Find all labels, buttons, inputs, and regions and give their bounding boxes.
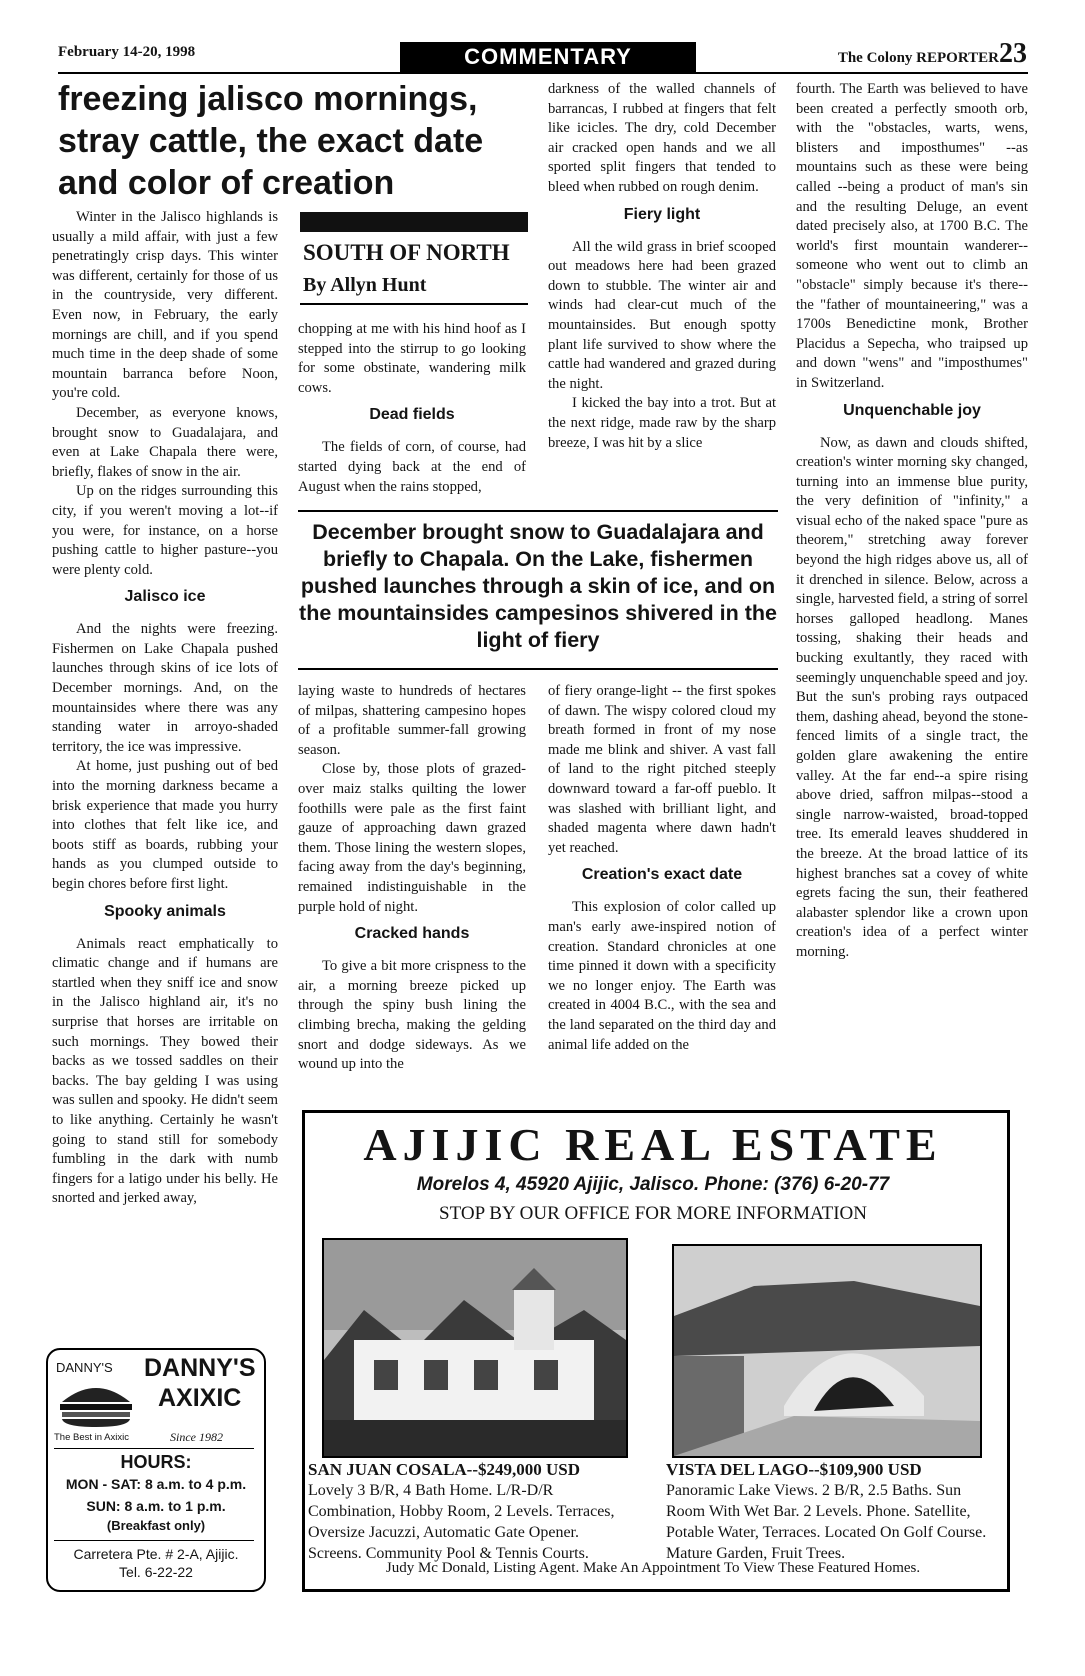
- dannys-town: AXIXIC: [158, 1384, 242, 1412]
- paragraph: And the nights were freezing. Fishermen on Lake Chapala pushed launches through skins of ice lots of December mornings. And, on the mountainsides where there was any standing water in arroyo-shaded territory, the ice was impressive.: [52, 621, 278, 755]
- pull-quote: December brought snow to Guadalajara and briefly to Chapala. On the Lake, fishermen pushed launches through a skin of ice, and on the mountainsides campesinos shivered in the light of fiery: [299, 520, 777, 652]
- ad-address: Morelos 4, 45920 Ajijic, Jalisco. Phone: (376) 6-20-77: [416, 1174, 890, 1195]
- column-name: SOUTH OF NORTH: [303, 240, 510, 265]
- dannys-hours-note: (Breakfast only): [106, 1518, 206, 1533]
- subhead-creations-exact-date: Creation's exact date: [581, 866, 743, 884]
- paragraph: Close by, those plots of grazed-over maiz stalks quilting the lower foothills were pale as the first faint gauze of approaching dawn grazed them. Those lining the western slopes, facing away from the day's beginning, remained indistinguishable in the purple hold of night.: [298, 761, 526, 915]
- paragraph: All the wild grass in brief scooped out meadows here had been grazed down to stubble. The winter air and winds had clear-cut much of the mountainsides. But enough spotty plant life survived to show where the cattle had wandered and grazed during the night.: [548, 238, 776, 392]
- paragraph: Animals react emphatically to climatic change and if humans are startled when they sniff ice and snow in the Jalisco highland air, it's no surprise that horses are irritable on such mornings. They bowed their backs as we tossed saddles on their backs. The bay gelding I was using was sullen and spooky. He didn't seem to like anything. Certainly he wasn't going to stand still for somebody fumbling in the dark with numb fingers for a latigo under his belly. He snorted and jerked away,: [52, 935, 278, 1207]
- subhead-spooky-animals: Spooky animals: [104, 902, 226, 920]
- paragraph: fourth. The Earth was believed to have been created a perfectly smooth orb, with the "obstacles, warts, wens, blisters and imposthumes" --as mountains such as these were being called --being a product of man's sin and the resulting Deluge, an event dated precisely also, at 1700 B.C. The world's first mountain wanderer--someone who went out to climb an "obstacle" simply because it's there--the "father of mountaineering," was a 1700s Benedictine monk, Brother Placidus a Sepecha, who traipsed up and down "wens" and "imposthumes" in Switzerland.: [796, 81, 1028, 391]
- listing-photo-san-juan-cosala: [322, 1238, 628, 1458]
- paragraph: This explosion of color called up man's early awe-inspired notion of creation. Standard chronicles at one time pinned it down with a specificity we no longer enjoy. The Earth was created in 4004 B.C., with the sea and the land separated on the third day and animal life added on the: [548, 899, 776, 1053]
- dannys-divider: [54, 1540, 254, 1541]
- subhead-unquenchable-joy: Unquenchable joy: [843, 401, 981, 419]
- article-column-2-top: [298, 320, 526, 500]
- dannys-ad: [46, 1348, 266, 1592]
- byline-rule: [300, 303, 528, 305]
- subhead-fiery-light: Fiery light: [623, 205, 701, 223]
- listing-photo-vista-del-lago: [672, 1244, 982, 1458]
- ad-call-to-action: STOP BY OUR OFFICE FOR MORE INFORMATION: [439, 1203, 867, 1224]
- dannys-small-name: DANNY'S: [56, 1360, 113, 1375]
- dannys-hours-weekday: MON - SAT: 8 a.m. to 4 p.m.: [65, 1476, 247, 1492]
- dannys-hours-sunday: SUN: 8 a.m. to 1 p.m.: [86, 1498, 226, 1514]
- subhead-cracked-hands: Cracked hands: [354, 925, 470, 943]
- listing-description: Panoramic Lake Views. 2 B/R, 2.5 Baths. Sun Room With Wet Bar. 2 Levels. Phone. Satellite, Potable Water, Terraces. Located On Golf Course. Mature Garden, Fruit Trees.: [666, 1482, 987, 1562]
- article-column-3-top: [548, 80, 776, 504]
- paragraph: of fiery orange-light -- the first spokes of dawn. The wispy colored cloud my breath formed in front of my nose made me blink and shiver. A vast fall of land to the right pitched steeply downward toward a far-off pueblo. It was slashed with brilliant light, and shaded magenta where dawn hadn't yet reached.: [548, 683, 776, 856]
- listing-title: SAN JUAN COSALA--$249,000 USD: [308, 1460, 581, 1479]
- listing-title: VISTA DEL LAGO--$109,900 USD: [666, 1460, 922, 1479]
- author-byline: By Allyn Hunt: [303, 274, 427, 296]
- ad-footer: Judy Mc Donald, Listing Agent. Make An Appointment To View These Featured Homes.: [385, 1560, 921, 1576]
- dannys-hours-label: HOURS:: [120, 1452, 192, 1472]
- paper-title: The Colony REPORTER: [837, 50, 999, 66]
- byline-bar: [300, 212, 528, 232]
- listing-san-juan-cosala: [308, 1460, 626, 1564]
- paragraph: Now, as dawn and clouds shifted, creation's winter morning sky changed, turning into an immense blue purity, the very definition of "infinity," a visual echo of the naked space "pure as theorem," stretching away forever beyond the high ridges above us, all of it drenched in silence. Below, across a single, harvested field, a string of sorrel horses galloped headlong. Manes tossing, shaking their heads and bucking exultantly, they raced with seemingly unquenchable speed and joy. But the sun's probing rays outpaced them, dashing ahead, beyond the stone-fenced limits of a single tract, the golden glare awakening the entire valley. At the far end--a spire rising above dried, saffron milpas--stood a single narrow-waisted, broad-topped tree. Its emerald leaves shuddered in the breeze. At the broad lattice of its highest branches sat a covey of white egrets facing the sun, their feathered alabaster splendor like a crown upon creation's idea of a perfect winter morning.: [796, 434, 1028, 960]
- listing-vista-del-lago: [666, 1460, 992, 1564]
- article-column-2-bottom: [298, 682, 526, 1100]
- header-rule: [58, 72, 1028, 74]
- dannys-phone: Tel. 6-22-22: [119, 1564, 193, 1580]
- paragraph: I kicked the bay into a trot. But at the next ridge, made raw by the sharp breeze, I was hit by a slice: [548, 395, 776, 451]
- article-column-4: [796, 80, 1028, 1100]
- paragraph: darkness of the walled channels of barrancas, I rubbed at fingers that felt like icicles. The dry, cold December air cracked open hands and we all sported split fingers that tended to bleed when rubbed on rough denim.: [548, 81, 776, 195]
- pullquote-rule-top: [298, 510, 778, 512]
- dannys-name: DANNY'S: [144, 1354, 256, 1382]
- dannys-address: Carretera Pte. # 2-A, Ajijic.: [73, 1546, 239, 1562]
- house-photo-icon: [674, 1246, 980, 1456]
- dannys-since: Since 1982: [170, 1430, 223, 1444]
- ad-title: AJIJIC REAL ESTATE: [363, 1119, 943, 1170]
- house-photo-icon: [324, 1240, 626, 1456]
- section-banner: COMMENTARY: [400, 42, 696, 72]
- paragraph: Up on the ridges surrounding this city, if you weren't moving a lot--if you were, for instance, on a horse pushing cattle to higher pasture--you were plenty cold.: [52, 483, 278, 578]
- issue-date: February 14-20, 1998: [58, 44, 196, 60]
- paragraph: Winter in the Jalisco highlands is usually a mild affair, with just a few penetratingly crisp days. This winter was different, certainly for those of us in the countryside, very different. Even now, in February, the early mornings are chill, and if you spend much time in the deep shade of some mountain barranca before Noon, you're cold.: [52, 209, 278, 402]
- article-column-1: [52, 208, 278, 1356]
- article-column-3-bottom: [548, 682, 776, 1100]
- paragraph: At home, just pushing out of bed into the morning darkness became a brisk experience that made you hurry into clothes that felt like ice, and boots stiff as boards, rubbing your hands as you clumped outside to begin chores before first light.: [52, 758, 278, 892]
- paragraph: To give a bit more crispness to the air, a morning breeze picked up through the spiny bush lining the climbing brecha, making the gelding snort and dodge sideways. As we wound up into the: [298, 958, 526, 1073]
- article-headline: freezing jalisco mornings, stray cattle, the exact date and color of creation: [58, 80, 484, 202]
- dannys-divider: [54, 1448, 254, 1449]
- burger-icon: [56, 1380, 136, 1428]
- pullquote-rule-bottom: [298, 668, 778, 670]
- paragraph: chopping at me with his hind hoof as I stepped into the stirrup to go looking for some obstinate, wandering milk cows.: [298, 321, 526, 396]
- paragraph: December, as everyone knows, brought snow to Guadalajara, and even at Lake Chapala there were, briefly, flakes of snow in the air.: [52, 404, 278, 480]
- paragraph: The fields of corn, of course, had started dying back at the end of August when the rains stopped,: [298, 439, 526, 495]
- listing-description: Lovely 3 B/R, 4 Bath Home. L/R-D/R Combination, Hobby Room, 2 Levels. Terraces, Oversize Jacuzzi, Automatic Gate Opener. Screens. Community Pool & Tennis Courts.: [308, 1482, 615, 1562]
- dannys-tagline: The Best in Axixic: [54, 1432, 129, 1443]
- subhead-jalisco-ice: Jalisco ice: [124, 588, 206, 606]
- paragraph: laying waste to hundreds of hectares of milpas, shattering campesino hopes of a profitable summer-fall growing season.: [298, 683, 526, 758]
- page-number: 23: [999, 38, 1027, 69]
- paper-name: [838, 38, 1027, 70]
- subhead-dead-fields: Dead fields: [369, 406, 455, 424]
